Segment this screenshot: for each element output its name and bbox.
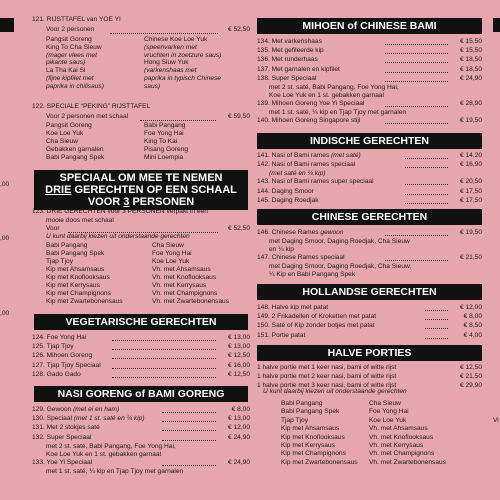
dish-name: Vh. met Champignons bbox=[369, 450, 435, 458]
dish-note: (met ei en ham) bbox=[71, 406, 120, 413]
menu-row bbox=[255, 197, 482, 206]
dish-price: € 24,90 bbox=[460, 74, 482, 82]
dish-name: 127. Tjap Tjoy Speciaal bbox=[32, 361, 101, 369]
dish-name: Cha Sieuw bbox=[369, 400, 401, 407]
dot-leader bbox=[385, 106, 448, 107]
dish-name: Vh. met Champignons bbox=[152, 290, 218, 297]
header-line-3a: VOOR bbox=[87, 196, 124, 208]
dot-leader bbox=[162, 421, 216, 422]
dish-name: Vh. met Ahsamsaus bbox=[152, 266, 211, 273]
dish-price: € 16,90 bbox=[460, 161, 482, 169]
menu-row bbox=[22, 434, 250, 443]
dish-price: € 15,50 bbox=[460, 38, 482, 45]
dot-leader bbox=[385, 260, 448, 261]
dish-price: € 29,90 bbox=[460, 382, 482, 390]
menu-row bbox=[255, 322, 482, 331]
menu-row bbox=[22, 352, 250, 361]
halve-porties-header: HALVE PORTIES bbox=[257, 345, 482, 361]
speciaal-header bbox=[34, 170, 248, 210]
dish-name: 141. Nasi of Bami rames (met saté) bbox=[257, 152, 361, 159]
menu-row bbox=[22, 334, 250, 343]
dot-leader bbox=[112, 358, 216, 359]
dish-name: Kip met Zwartebonensaus bbox=[46, 298, 123, 305]
dish-name: Foe Yong Hai bbox=[144, 130, 184, 137]
dish-name: Pangsit Goreng bbox=[46, 36, 92, 43]
menu-row bbox=[255, 161, 482, 170]
dish-price: € 8,00 bbox=[231, 406, 250, 413]
dot-leader bbox=[385, 81, 448, 82]
item-subtitle: Voor 2 personen met schaal bbox=[46, 113, 129, 120]
dish-name: Vh. met Knoflooksaus bbox=[369, 433, 434, 441]
dish-name: Babi Pangang Spek bbox=[46, 250, 105, 257]
dot-leader bbox=[112, 368, 216, 369]
dish-name: Foe Yong Hai bbox=[152, 250, 192, 257]
header-emphasis: DRIE bbox=[45, 184, 72, 196]
dish-name: paprika in chilisaus) bbox=[46, 82, 104, 90]
menu-row bbox=[255, 117, 482, 126]
item-price: € 52,50 bbox=[228, 26, 250, 33]
item-subtitle: Voor bbox=[46, 225, 60, 232]
mihoen-header: MIHOEN of CHINESE BAMI bbox=[257, 18, 482, 34]
dish-name: 143. Nasi of Bami rames super speciaal bbox=[257, 178, 374, 186]
dish-price: € 12,50 bbox=[228, 352, 250, 360]
dish-name: pikante saus) bbox=[46, 59, 86, 67]
dot-leader bbox=[385, 44, 448, 45]
dish-name: 148. Halve kip met patat bbox=[257, 304, 329, 311]
dish-name: Babi Pangang bbox=[281, 400, 323, 407]
menu-row bbox=[22, 459, 250, 468]
menu-row bbox=[22, 415, 250, 424]
dish-description: Koe Loe Yuk en 1 st. gebakken garnaal bbox=[46, 450, 161, 458]
dish-name: Pangsit Goreng bbox=[46, 122, 92, 129]
header-line-1: SPECIAAL OM MEE TE NEMEN bbox=[59, 172, 223, 184]
dish-name: (speenvarken met bbox=[144, 43, 197, 51]
dish-name: 124. Foe Yong Hai bbox=[32, 334, 87, 341]
dish-name: Vh. met Ahsamsaus bbox=[369, 425, 428, 433]
dot-leader bbox=[112, 377, 216, 378]
dish-name: Vh. met Kerrysaus bbox=[369, 442, 424, 449]
menu-row bbox=[255, 254, 482, 263]
dish-name: 144. Daging Smoor bbox=[257, 187, 314, 195]
dot-leader bbox=[162, 465, 216, 466]
header-fragment bbox=[0, 18, 14, 32]
dish-price: € 21,50 bbox=[460, 373, 482, 381]
dish-price: € 8,00 bbox=[463, 313, 482, 321]
nasi-bami-header: NASI GORENG of BAMI GORENG bbox=[34, 386, 248, 402]
dot-leader bbox=[140, 120, 216, 121]
dish-price: € 19,50 bbox=[460, 117, 482, 125]
menu-row bbox=[22, 343, 250, 352]
item-price: € 59,50 bbox=[228, 113, 250, 120]
dish-price: € 15,50 bbox=[460, 47, 482, 55]
dish-name: (mager vlees met bbox=[46, 51, 97, 59]
menu-row bbox=[255, 38, 482, 47]
dish-price: € 12,00 bbox=[460, 304, 482, 311]
dish-name: Vh. met Zwartebonensaus bbox=[152, 298, 229, 305]
dish-name: Tjap Tjoy bbox=[46, 258, 73, 265]
dish-price: € 19,50 bbox=[460, 229, 482, 236]
dish-name: Vh. met Zwartebonensaus bbox=[369, 458, 446, 466]
dish-name: Gebakken garnalen bbox=[46, 146, 104, 153]
dish-name: King To Kai bbox=[144, 138, 178, 145]
dot-leader bbox=[425, 319, 448, 320]
dot-leader bbox=[112, 349, 216, 350]
dish-name: 139. Mihoen Goreng Yoe Yi Speciaal bbox=[257, 100, 365, 107]
dish-name: Chinese Koe Loe Yuk bbox=[144, 36, 208, 43]
dish-name: Foe Yong Hai bbox=[369, 408, 409, 416]
dish-price: € 12,00 bbox=[228, 424, 250, 432]
dish-name: 1 halve portie met 3 keer nasi, bami of witte rijst bbox=[257, 382, 397, 390]
item-title: 123. DRIE GERECHTEN voor 3 PERSONEN verpakt in een bbox=[32, 208, 208, 215]
dish-name: Vh. met Kerrysaus bbox=[152, 282, 207, 289]
dot-leader bbox=[405, 194, 448, 195]
dot-leader bbox=[385, 123, 448, 124]
item-title: 122. SPECIALE “PEKING” RIJSTTAFEL bbox=[32, 103, 151, 110]
menu-row bbox=[255, 304, 482, 313]
dish-name: Koe Loe Yuk bbox=[46, 130, 84, 137]
dish-name: Cha Sieuw bbox=[152, 242, 184, 249]
dish-price: € 24,90 bbox=[228, 433, 250, 441]
menu-row bbox=[255, 188, 482, 197]
menu-row bbox=[255, 373, 482, 382]
dish-name: paprika in typisch Chinese bbox=[144, 75, 221, 82]
dish-name: 130. Speciaal (met 1 st. saté en ¼ kip) bbox=[32, 415, 145, 423]
menu-row bbox=[22, 424, 250, 433]
header-fragment bbox=[493, 18, 500, 32]
dish-description: Koe Loe Yuk en 1 st. gebakken garnaal bbox=[269, 92, 384, 99]
chinese-header: CHINESE GERECHTEN bbox=[257, 209, 482, 225]
menu-row bbox=[255, 47, 482, 56]
dish-name: 133. Yoe Yi Speciaal bbox=[32, 458, 93, 466]
dish-name: Kip met Champignons bbox=[281, 450, 346, 458]
dish-price: € 18,50 bbox=[460, 56, 482, 64]
hollandse-header: HOLLANDSE GERECHTEN bbox=[257, 284, 482, 300]
vegetarische-header: VEGETARISCHE GERECHTEN bbox=[34, 314, 248, 330]
dish-name: 132. Super Speciaal bbox=[32, 433, 92, 441]
menu-row bbox=[255, 152, 482, 161]
text-fragment: Vi bbox=[493, 417, 499, 424]
dish-name: Cha Sieuw bbox=[46, 138, 78, 145]
dish-name: La Tha Kai Si bbox=[46, 67, 86, 75]
dish-name: Mini Loempia bbox=[144, 154, 184, 161]
dish-price: € 21,50 bbox=[460, 254, 482, 262]
menu-row bbox=[255, 332, 482, 341]
dish-name: Pisang Goreng bbox=[144, 146, 188, 153]
dish-name: 147. Chinese Rames speciaal bbox=[257, 254, 345, 262]
dish-name: Vh. met Knoflooksaus bbox=[152, 274, 217, 281]
dot-leader bbox=[385, 235, 448, 236]
dot-leader bbox=[385, 53, 448, 54]
dish-name: 146. Chinese Rames gewoon bbox=[257, 229, 344, 236]
dish-name: Hong Siuw Yuk bbox=[144, 59, 189, 67]
dish-name: 128. Gado Gado bbox=[32, 370, 81, 378]
dish-name: 136. Met runderhaas bbox=[257, 56, 318, 64]
dish-description: met 2 st. saté, Babi Pangang, Foe Yong Hai, bbox=[46, 442, 176, 450]
header-line-2: GERECHTEN OP EEN SCHAAL bbox=[71, 184, 237, 196]
dish-name: 140. Mihoen Goreng Singapore stijl bbox=[257, 117, 361, 125]
dish-price: € 16,00 bbox=[228, 361, 250, 369]
dish-name: Kip met Kerrysaus bbox=[281, 442, 335, 449]
dot-leader bbox=[162, 412, 216, 413]
dish-price: € 13,00 bbox=[228, 334, 250, 341]
dot-leader bbox=[425, 338, 448, 339]
menu-row bbox=[22, 371, 250, 380]
item-price: € 52,50 bbox=[228, 225, 250, 232]
dish-name: 138. Super Speciaal bbox=[257, 74, 317, 82]
dish-name: 135. Met gefileerde kip bbox=[257, 47, 324, 55]
dish-price: € 17,50 bbox=[460, 196, 482, 204]
dish-name: 137. Met garnalen en kipfilet bbox=[257, 65, 340, 73]
item-title: 121. RIJSTTAFEL van YOE YI bbox=[32, 16, 121, 23]
choice-note: U kunt daarbij kiezen uit onderstaande gerechten bbox=[263, 388, 407, 395]
dish-description: met Daging Smoor, Daging Roedjak, Cha Sieuw bbox=[269, 238, 410, 246]
header-line-3b: PERSONEN bbox=[129, 196, 195, 208]
dish-name: saus) bbox=[144, 82, 161, 90]
dish-description: ¼ Kip en Babi Pangang Spek bbox=[269, 271, 356, 279]
dot-leader bbox=[405, 158, 448, 159]
dot-leader bbox=[385, 72, 448, 73]
item-subtitle: Voor 2 personen bbox=[46, 26, 95, 33]
menu-row bbox=[255, 66, 482, 75]
menu-row bbox=[255, 75, 482, 84]
dish-name: Kip met Zwartebonensaus bbox=[281, 458, 358, 466]
dish-name: King To Cha Sieuw bbox=[46, 43, 102, 51]
dish-name: 125. Tjap Tjoy bbox=[32, 343, 74, 351]
dish-name: Kip met Champignons bbox=[46, 290, 111, 297]
dish-name: 150. Saté of Kip zonder botjes met patat bbox=[257, 322, 375, 330]
dish-price: € 13,00 bbox=[228, 415, 250, 423]
choice-note: U kunt daarbij kiezen uit onderstaande gerechten bbox=[46, 233, 190, 240]
dish-price: € 14,20 bbox=[460, 152, 482, 159]
dot-leader bbox=[405, 184, 448, 185]
dish-name: Babi Pangang bbox=[46, 242, 88, 249]
dish-price: € 17,50 bbox=[460, 187, 482, 195]
dish-price: € 20,50 bbox=[460, 178, 482, 186]
dish-description: en ¼ kip bbox=[269, 246, 294, 254]
dish-name: Kip met Ahsamsaus bbox=[46, 266, 105, 273]
dish-price: € 12,50 bbox=[228, 370, 250, 378]
dish-name: Koe Loe Yuk bbox=[369, 416, 407, 424]
item-subtitle: mooie doos met schaal bbox=[46, 217, 114, 224]
menu-row bbox=[255, 313, 482, 322]
menu-row bbox=[255, 100, 482, 109]
dish-name: vruchten in zoetzure saus) bbox=[144, 51, 222, 59]
dish-description: met 1 st. saté, ¼ kip en Tjap Tjoy met garnalen bbox=[269, 109, 407, 117]
menu-row bbox=[22, 362, 250, 371]
dot-leader bbox=[162, 440, 216, 441]
dish-name: 126. Mihoen Goreng bbox=[32, 352, 93, 360]
dish-name: 149. 2 Frikadellen of Kroketten met patat bbox=[257, 313, 377, 321]
dot-leader bbox=[112, 340, 216, 341]
dish-name: 134. Met varkenshaas bbox=[257, 38, 322, 45]
menu-row bbox=[255, 178, 482, 187]
dish-name: Babi Pangang Spek bbox=[46, 154, 105, 161]
dish-description: met Daging Smoor, Daging Roedjak, Cha Sieuw, bbox=[269, 263, 412, 271]
price-fragment: ,00 bbox=[0, 310, 10, 317]
dish-description: met 2 st. saté, Babi Pangang, Foe Yong Hai, bbox=[269, 84, 399, 91]
dot-leader bbox=[405, 203, 448, 204]
dot-leader bbox=[425, 310, 448, 311]
dish-name: 1 halve portie met 2 keer nasi, bami of witte rijst bbox=[257, 373, 397, 381]
dish-name: 129. Gewoon (met ei en ham) bbox=[32, 406, 120, 413]
dish-name: 131. Met 2 stokjes saté bbox=[32, 424, 100, 432]
header-emphasis: 3 bbox=[123, 196, 130, 208]
dish-price: € 13,00 bbox=[228, 343, 250, 351]
dish-name: 145. Daging Roedjak bbox=[257, 196, 319, 204]
dish-note: (met saté) bbox=[329, 152, 361, 159]
dish-name: Kip met Knoflooksaus bbox=[281, 433, 345, 441]
dish-description: met 1 st. saté, ¼ kip en Tjap Tjoy met garnalen bbox=[46, 468, 184, 475]
dish-name: Babi Pangang Spek bbox=[281, 408, 340, 416]
dish-price: € 4,00 bbox=[463, 331, 482, 339]
dish-name: (fijne kipfilet met bbox=[46, 75, 94, 82]
dish-price: € 24,90 bbox=[228, 458, 250, 466]
dish-name: (varkenshaas met bbox=[144, 67, 197, 75]
menu-row bbox=[22, 406, 250, 415]
dish-note: (met 1 st. saté en ¼ kip) bbox=[71, 415, 145, 423]
dish-name: 142. Nasi of Bami rames speciaal bbox=[257, 161, 356, 169]
price-fragment: ,00 bbox=[0, 181, 10, 188]
dish-price: € 12,50 bbox=[460, 364, 482, 371]
dish-price: € 28,90 bbox=[460, 100, 482, 107]
dish-note: gewoon bbox=[318, 229, 344, 236]
menu-row bbox=[255, 56, 482, 65]
dish-name: Babi Pangang bbox=[144, 122, 186, 129]
menu-row bbox=[255, 364, 482, 373]
dot-leader bbox=[425, 328, 448, 329]
dot-leader bbox=[110, 33, 218, 34]
dot-leader bbox=[162, 430, 216, 431]
dish-price: € 18,50 bbox=[460, 65, 482, 73]
dish-name: Koe Loe Yuk bbox=[152, 258, 190, 265]
dish-name: 1 halve portie met 1 keer nasi, bami of witte rijst bbox=[257, 364, 397, 371]
dot-leader bbox=[405, 167, 448, 168]
dish-name: Kip met Knoflooksaus bbox=[46, 274, 110, 281]
menu-row bbox=[255, 229, 482, 238]
dish-name: Kip met Kerrysaus bbox=[46, 282, 100, 289]
dish-price: € 8,50 bbox=[463, 322, 482, 330]
dish-name: 151. Portie patat bbox=[257, 331, 306, 339]
price-fragment: ,00 bbox=[0, 235, 10, 242]
indische-header: INDISCHE GERECHTEN bbox=[257, 133, 482, 149]
dish-name: Tjap Tjoy bbox=[281, 416, 308, 424]
dot-leader bbox=[385, 62, 448, 63]
dish-description: (met saté en ¼ kip) bbox=[269, 170, 326, 178]
dish-name: Kip met Ahsamsaus bbox=[281, 425, 340, 433]
